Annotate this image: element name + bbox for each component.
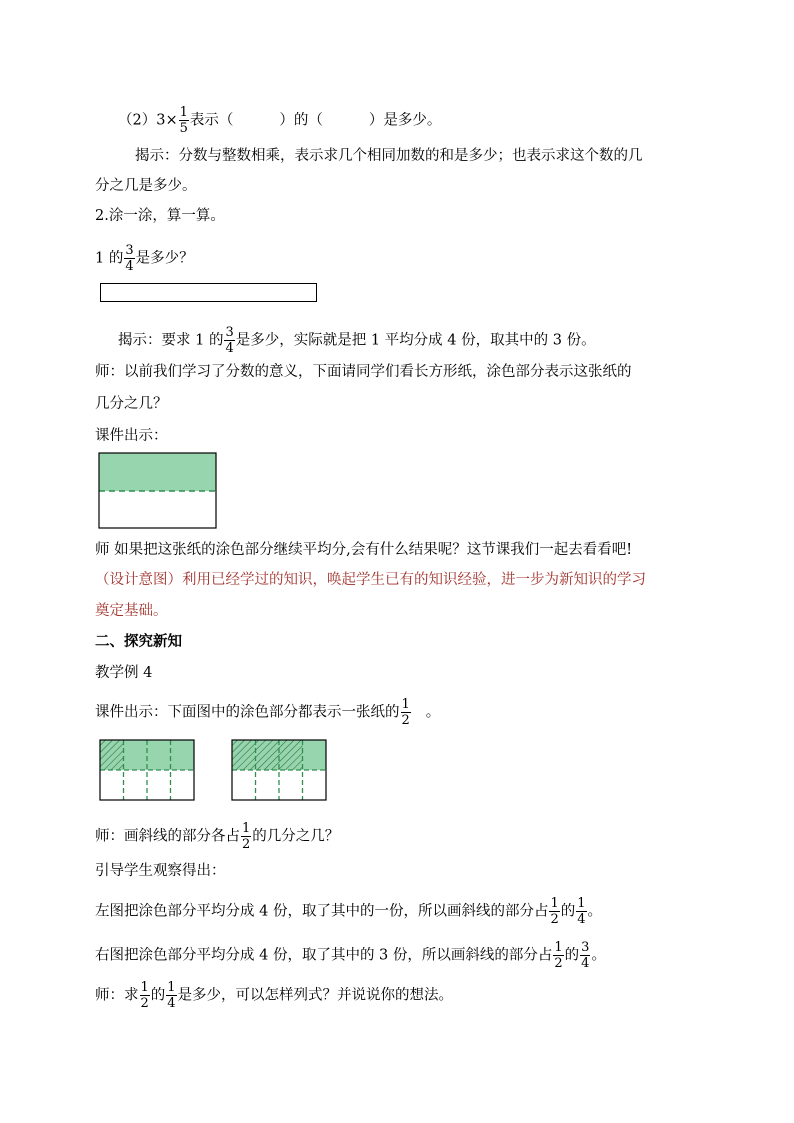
left-figure-explanation: 左图把涂色部分平均分成 4 份，取了其中的一份，所以画斜线的部分占 $\frac{1}{2}$ 的 $\frac{1}{4}$ 。 xyxy=(95,896,603,927)
hint-line-2: 分之几是多少。 xyxy=(95,178,197,194)
fraction: $\frac{1}{2}$ xyxy=(242,821,251,852)
fraction: $\frac{1}{2}$ xyxy=(401,697,410,728)
fraction: $\frac{3}{4}$ xyxy=(125,243,134,274)
teacher-question-4: 师：求 $\frac{1}{2}$ 的 $\frac{1}{4}$ 是多少，可以怎样列式？并说说你的想法。 xyxy=(95,980,454,1011)
task-2-question: 1 的 $\frac{3}{4}$ 是多少？ xyxy=(95,243,194,274)
section-heading: 二、探究新知 xyxy=(95,633,182,650)
teacher-question-3: 师：画斜线的部分各占 $\frac{1}{2}$ 的几分之几？ xyxy=(95,821,340,852)
hint-line-1: 揭示：分数与整数相乘，表示求几个相同加数的和是多少；也表示求这个数的几 xyxy=(135,148,643,164)
blank-rectangle[interactable] xyxy=(100,283,318,303)
fraction: $\frac{3}{4}$ xyxy=(225,325,234,356)
courseware-prompt: 课件出示：下面图中的涂色部分都表示一张纸的 $\frac{1}{2}$ 。 xyxy=(95,697,441,728)
courseware-label: 课件出示： xyxy=(95,428,168,444)
example-title: 教学例 4 xyxy=(95,665,153,681)
question-2: （2）3× $\frac{1}{5}$ 表示（ ）的（ ）是多少。 xyxy=(118,105,442,136)
fraction: $\frac{1}{5}$ xyxy=(179,105,188,136)
task-2-title: 2.涂一涂，算一算。 xyxy=(95,208,225,224)
right-figure xyxy=(231,739,328,802)
right-figure-explanation: 右图把涂色部分平均分成 4 份，取了其中的 3 份，所以画斜线的部分占 $\frac{1}{2}$ 的 $\frac{3}{4}$ 。 xyxy=(95,940,606,971)
design-intent-line-1: （设计意图）利用已经学过的知识，唤起学生已有的知识经验，进一步为新知识的学习 xyxy=(95,572,646,588)
teacher-line-2: 几分之几？ xyxy=(95,396,168,412)
fraction: $\frac{1}{2}$ xyxy=(140,980,149,1011)
teacher-line-1: 师：以前我们学习了分数的意义，下面请同学们看长方形纸，涂色部分表示这张纸的 xyxy=(95,364,632,380)
design-intent-line-2: 奠定基础。 xyxy=(95,603,168,619)
fraction: $\frac{1}{4}$ xyxy=(577,896,586,927)
left-figure xyxy=(99,739,196,802)
guide-text: 引导学生观察得出： xyxy=(95,863,226,879)
fraction: $\frac{1}{2}$ xyxy=(554,940,563,971)
fraction: $\frac{1}{4}$ xyxy=(167,980,176,1011)
fraction: $\frac{1}{2}$ xyxy=(550,896,559,927)
teacher-question-2: 师 如果把这张纸的涂色部分继续平均分,会有什么结果呢？这节课我们一起去看看吧! xyxy=(95,542,633,558)
hint-2: 揭示：要求 1 的 $\frac{3}{4}$ 是多少，实际就是把 1 平均分成 4 份，取其中的 3 份。 xyxy=(118,325,596,356)
fraction: $\frac{3}{4}$ xyxy=(581,940,590,971)
half-shaded-rectangle xyxy=(98,452,218,530)
